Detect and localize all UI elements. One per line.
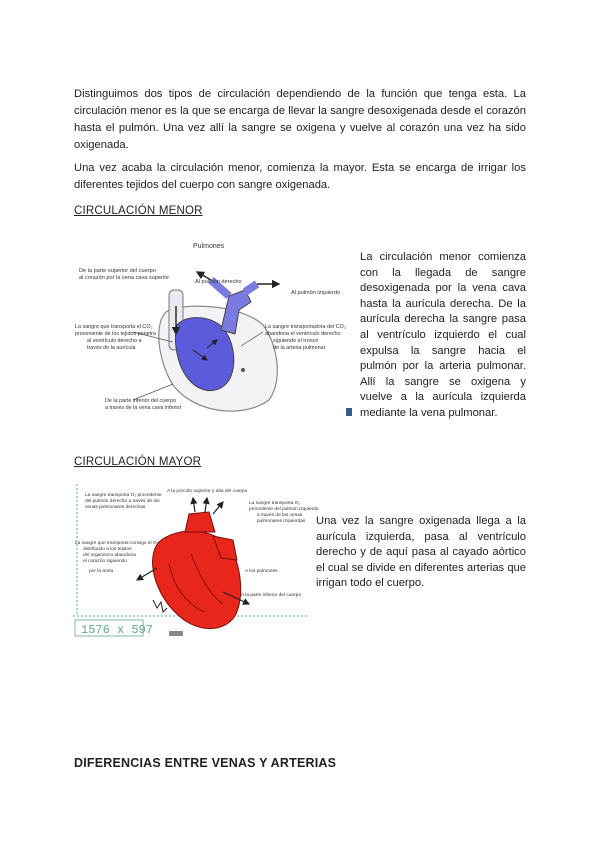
fig-menor-l9: La sangre transportadora del CO₂ — [265, 324, 346, 330]
mayor-description: Una vez la sangre oxigenada llega a la aurícula izquierda, pasa al ventrículo derecho y de aquí pasa al cayado aórtico el cual se divide en diferentes arterias que irrigan todo el cuerpo. — [316, 515, 526, 590]
fig-menor-l4: Al pulmón izquierdo — [291, 290, 341, 296]
image-size-badge: 1576 x 597 — [81, 623, 154, 637]
fig-mayor-l5: La sangre transporta O₂ — [249, 501, 301, 506]
heart-diagram-mayor — [73, 484, 319, 638]
fig-menor-l6: proveniente de los tejidos penetra — [75, 331, 156, 337]
fig-menor-l7: al ventrículo derecho a — [87, 338, 142, 344]
fig-mayor-l1: La sangre transporta O₂ procedente — [85, 493, 162, 498]
fig-menor-l14: a través de la vena cava inferior — [105, 405, 182, 411]
fig-mayor-l11: del organismo abandona — [83, 553, 136, 558]
fig-mayor-l13: por la aorta — [89, 569, 114, 574]
fig-menor-l3: Al pulmón derecho — [195, 279, 242, 285]
intro-paragraph-2: Una vez acaba la circulación menor, comienza la mayor. Esta se encarga de irrigar los diferentes tejidos del cuerpo con sangre oxigenada. — [74, 162, 526, 191]
fig-mayor-l12: el corazón siguiendo — [83, 559, 128, 564]
fig-mayor-l10: distribuido a los tejidos — [83, 547, 132, 552]
fig-menor-l13: De la parte inferior del cuerpo — [105, 398, 177, 404]
menor-description: La circulación menor comienza con la llegada de sangre desoxigenada por la vena cava hasta la aurícula derecha. De la aurícula derecha la sangre pasa al ventrículo izquierdo el cual expulsa la sangre hacia el pulmón por la arteria pulmonar. Allí la sangre se oxigena y vuelve a la aurícula izquierda mediante la vena pulmonar. — [360, 251, 526, 419]
fig-mayor-l7: a través de las venas — [257, 513, 303, 518]
fig-mayor-l14: A los pulmones — [245, 569, 278, 574]
figure-circulacion-menor — [73, 243, 351, 426]
fig-menor-topcut: Pulmones — [193, 243, 225, 250]
fig-mayor-l9: La sangre que transporta consigo el O₂ — [75, 541, 159, 546]
image-anchor-icon — [346, 408, 352, 416]
fig-mayor-l4: A la porción superior y alta del cuerpo — [167, 489, 248, 494]
fig-menor-l11: siguiendo el tronco — [273, 338, 319, 344]
fig-mayor-l2: del pulmón derecho a través de las — [85, 499, 160, 504]
intro-paragraph-1: Distinguimos dos tipos de circulación dependiendo de la función que tenga esta. La circulación menor es la que se encarga de llevar la sangre desoxigenada desde el corazón hasta el pulmón. Una vez allí la sangre se oxigena y vuelve al corazón una vez ha sido oxigenada. — [74, 88, 526, 151]
fig-menor-l8: través de la aurícula — [87, 345, 136, 351]
fig-menor-l1: De la parte superior del cuerpo — [79, 268, 156, 274]
fig-menor-l2: al corazón por la vena cava superior — [79, 275, 170, 281]
fig-mayor-l6: procedente del pulmón izquierdo — [249, 507, 319, 512]
heading-diferencias: DIFERENCIAS ENTRE VENAS Y ARTERIAS — [74, 756, 337, 770]
fig-mayor-l3: venas pulmonares derechas — [85, 505, 146, 510]
fig-mayor-l8: pulmonares izquierdas — [257, 519, 306, 524]
fig-menor-l5: La sangre que transporta el CO₂ — [75, 324, 153, 330]
fig-menor-l10: abandona el ventrículo derecho — [265, 331, 341, 337]
figure-circulacion-mayor — [73, 484, 319, 638]
fig-mayor-l15: A la parte inferior del cuerpo — [241, 593, 301, 598]
heading-circulacion-menor: CIRCULACIÓN MENOR — [74, 205, 203, 217]
fig-menor-l12: de la arteria pulmonar — [273, 345, 326, 351]
heart-diagram-menor — [73, 243, 351, 426]
heading-circulacion-mayor: CIRCULACIÓN MAYOR — [74, 456, 202, 468]
